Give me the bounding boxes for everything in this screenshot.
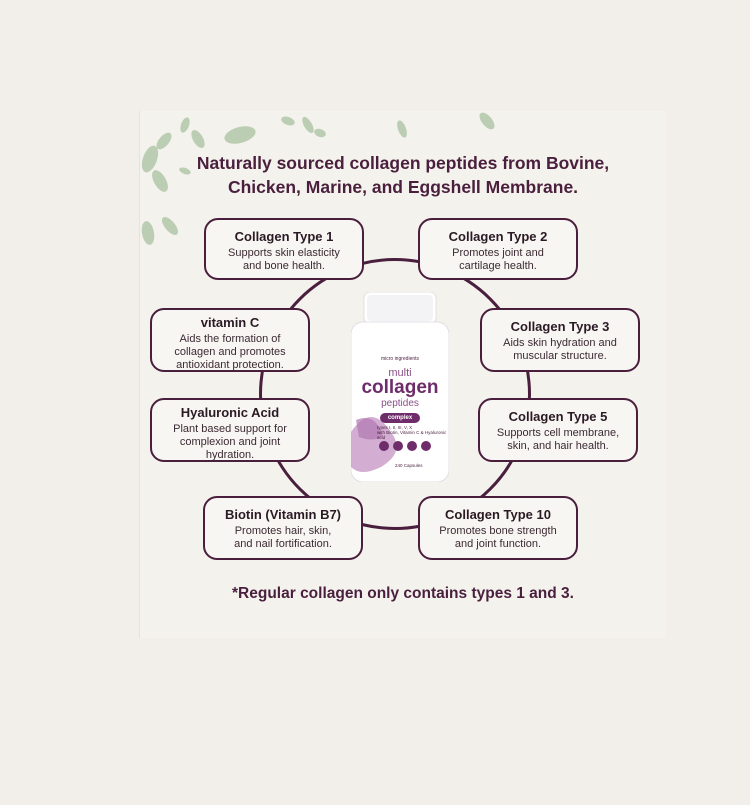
feature-collagen-type-2	[418, 218, 578, 280]
feature-vitamin-c	[150, 308, 310, 372]
feature-title: Collagen Type 1	[234, 229, 334, 244]
feature-desc: Supports cell membrane,	[496, 427, 620, 439]
feature-desc: hydration.	[205, 449, 255, 461]
feature-desc: Aids skin hydration and	[503, 337, 617, 349]
infographic-card	[139, 111, 666, 638]
bottle-types	[377, 425, 449, 440]
headline-line-1: Naturally sourced collagen peptides from Bovine,	[196, 153, 610, 173]
feature-collagen-type-10	[418, 496, 578, 560]
feature-title: Hyaluronic Acid	[180, 405, 280, 420]
feature-desc: and joint function.	[454, 538, 542, 550]
footnote: *Regular collagen only contains types 1 and 3.	[232, 585, 574, 602]
headline-line-2: Chicken, Marine, and Eggshell Membrane.	[227, 177, 579, 197]
feature-desc: antioxidant protection.	[176, 359, 284, 371]
product-bottle	[351, 292, 449, 487]
feature-collagen-type-5	[478, 398, 638, 462]
bottle-multi: multi	[388, 367, 412, 379]
feature-hyaluronic-acid	[150, 398, 310, 462]
bottle-peptides: peptides	[381, 398, 419, 409]
bottle-collagen: collagen	[361, 377, 439, 398]
feature-collagen-type-3	[480, 308, 640, 372]
feature-desc: Plant based support for	[173, 423, 287, 435]
feature-desc: Supports skin elasticity	[228, 247, 340, 259]
feature-desc: Promotes hair, skin,	[234, 525, 332, 537]
feature-title: vitamin C	[200, 315, 260, 330]
feature-biotin	[203, 496, 363, 560]
feature-title: Collagen Type 5	[508, 409, 608, 424]
feature-desc: Promotes joint and	[452, 247, 544, 259]
feature-title: Biotin (Vitamin B7)	[224, 507, 342, 522]
feature-desc: and bone health.	[243, 260, 325, 272]
feature-title: Collagen Type 10	[445, 507, 551, 522]
feature-desc: complexion and joint	[179, 436, 281, 448]
feature-desc: cartilage health.	[459, 260, 537, 272]
feature-desc: collagen and promotes	[174, 346, 286, 358]
headline	[140, 151, 666, 199]
bottle-count: 240 Capsules	[395, 463, 423, 468]
bottle-extras-text: with Biotin, Vitamin C & Hyaluronic acid	[377, 430, 447, 440]
feature-title: Collagen Type 2	[448, 229, 548, 244]
bottle-brand: micro ingredients	[380, 356, 420, 362]
feature-title: Collagen Type 3	[510, 319, 610, 334]
feature-desc: Promotes bone strength	[439, 525, 557, 537]
feature-desc: skin, and hair health.	[507, 440, 609, 452]
feature-desc: and nail fortification.	[234, 538, 332, 550]
feature-desc: muscular structure.	[513, 350, 607, 362]
feature-collagen-type-1	[204, 218, 364, 280]
feature-desc: Aids the formation of	[179, 333, 281, 345]
bottle-types-text: types I, II, III, V, X	[377, 425, 413, 430]
bottle-complex-badge: complex	[380, 413, 420, 423]
